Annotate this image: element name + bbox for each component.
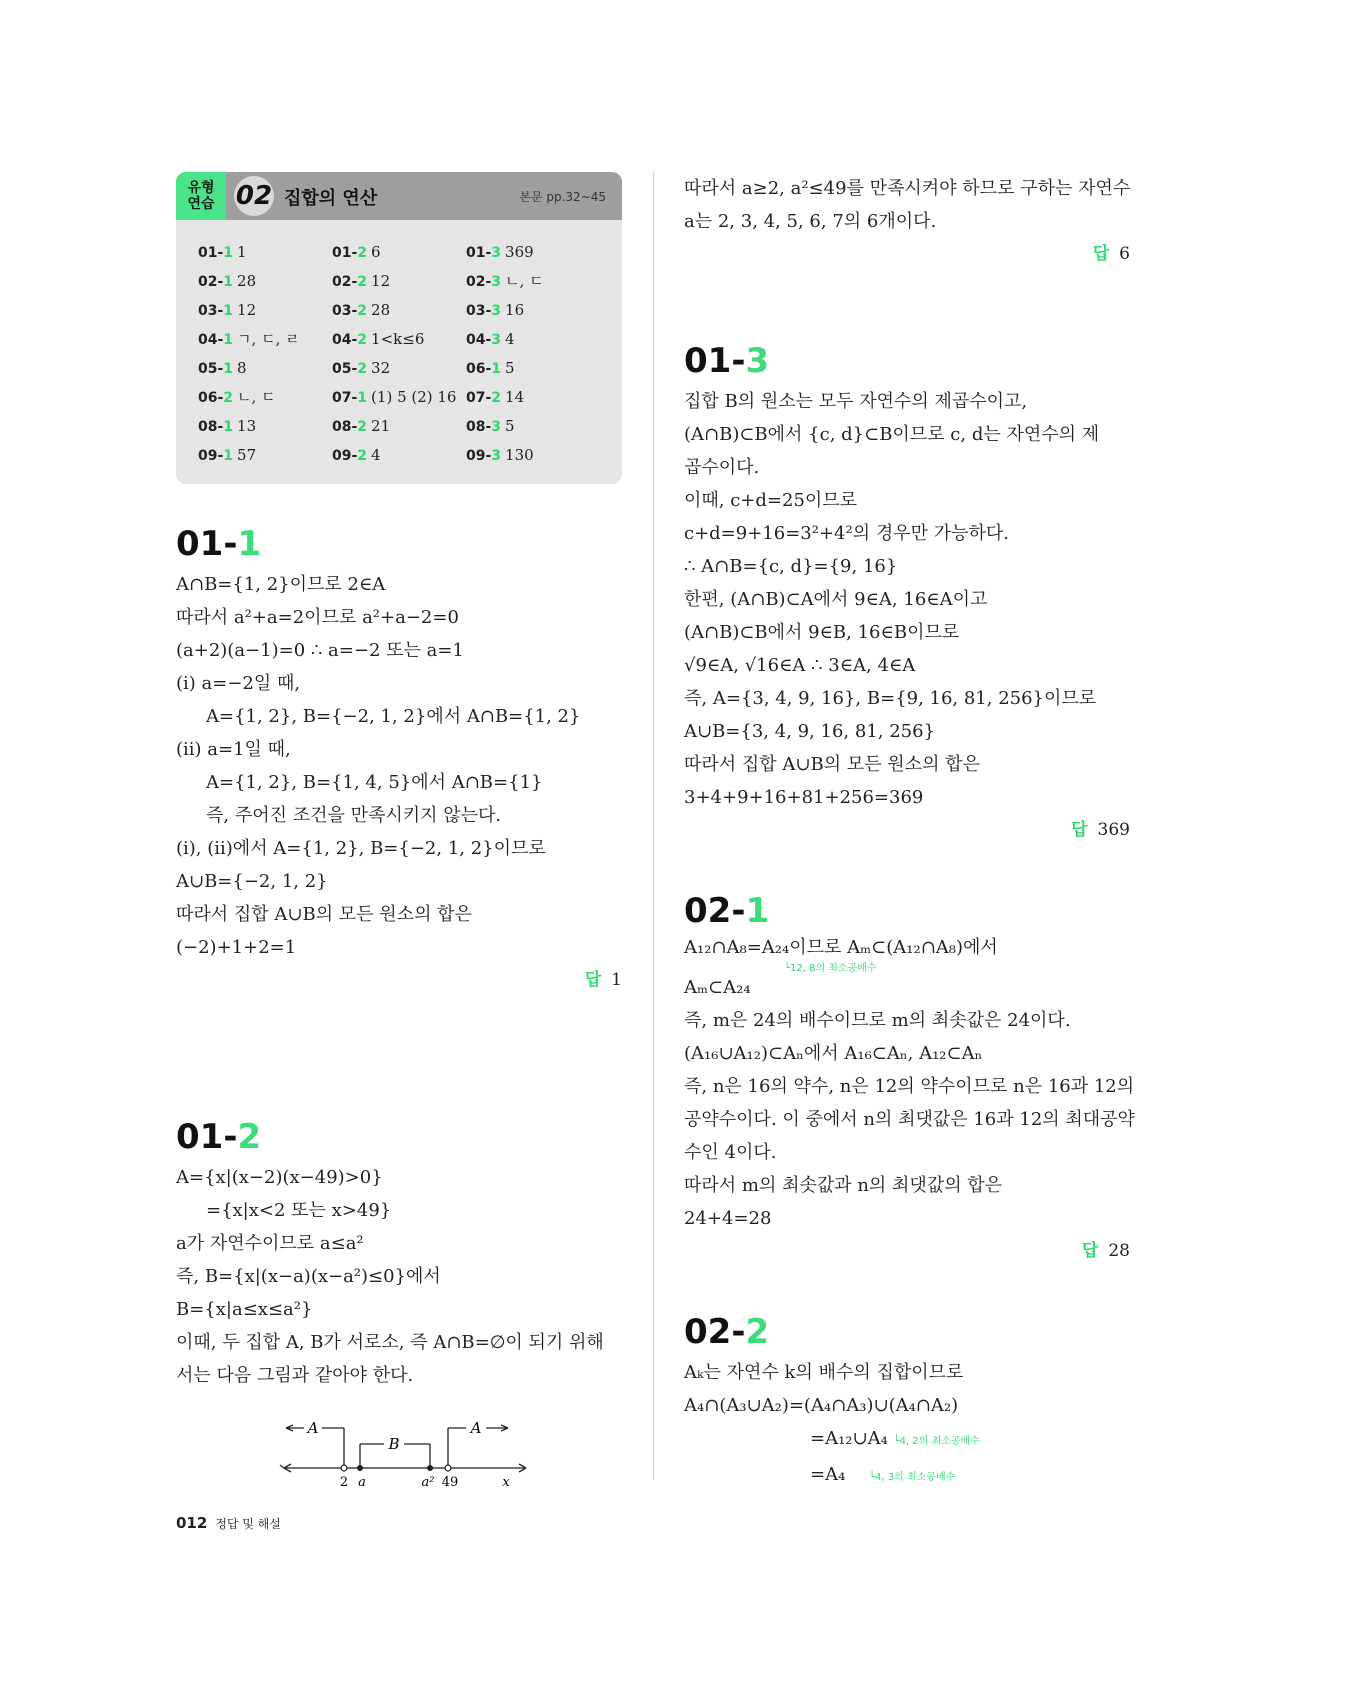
answer-summary-item	[466, 441, 600, 470]
solution-line: Aₖ는 자연수 k의 배수의 집합이므로	[684, 1362, 964, 1383]
solution-line: (A∩B)⊂B에서 9∈B, 16∈B이므로	[684, 622, 960, 643]
diagram-label-a-right: A	[470, 1419, 482, 1437]
answer-value: 1	[237, 243, 247, 261]
answer-value: 8	[237, 359, 247, 377]
problem-heading-02-2: 02-2	[684, 1312, 770, 1352]
badge-line2: 연습	[187, 196, 215, 212]
solution-line: A∪B={3, 4, 9, 16, 81, 256}	[684, 721, 936, 742]
answer-value: 5	[505, 417, 515, 435]
solution-line: 수인 4이다.	[684, 1142, 777, 1163]
answer-id: 05-2	[332, 361, 368, 377]
answer-line: 답 1	[584, 970, 622, 990]
answer-summary-item	[198, 441, 332, 470]
answer-summary-item	[332, 267, 466, 296]
tick-a-squared: a²	[421, 1475, 435, 1488]
footer-label: 정답 및 해설	[215, 1517, 281, 1531]
answer-id: 07-2	[466, 390, 502, 406]
solution-line: 즉, B={x|(x−a)(x−a²)≤0}에서	[176, 1266, 441, 1287]
answer-id: 02-3	[466, 274, 502, 290]
answer-value: 12	[237, 301, 257, 319]
number-line-diagram	[176, 1398, 622, 1488]
solution-line	[684, 1458, 1130, 1494]
answer-id: 02-2	[332, 274, 368, 290]
answer-id: 07-1	[332, 390, 368, 406]
badge-line1: 유형	[187, 180, 215, 196]
solution-line: 따라서 a²+a=2이므로 a²+a−2=0	[176, 607, 459, 628]
solution-line: A={1, 2}, B={1, 4, 5}에서 A∩B={1}	[206, 772, 543, 793]
answer-id: 08-3	[466, 419, 502, 435]
answer-id: 09-3	[466, 448, 502, 464]
answer-id: 09-1	[198, 448, 234, 464]
solution-line: 즉, n은 16의 약수, n은 12의 약수이므로 n은 16과 12의	[684, 1076, 1135, 1097]
answer-id: 03-1	[198, 303, 234, 319]
solution-line: (a+2)(a−1)=0 ∴ a=−2 또는 a=1	[176, 640, 464, 661]
solution-line: 즉, A={3, 4, 9, 16}, B={9, 16, 81, 256}이므로	[684, 688, 1097, 709]
answer-value: (1) 5 (2) 16	[371, 388, 457, 406]
solution-line: 이때, 두 집합 A, B가 서로소, 즉 A∩B=∅이 되기 위해	[176, 1332, 604, 1353]
solution-line: (ⅰ), (ⅱ)에서 A={1, 2}, B={−2, 1, 2}이므로	[176, 838, 546, 859]
answer-summary-item	[198, 354, 332, 383]
answer-id: 03-2	[332, 303, 368, 319]
tick-a: a	[358, 1475, 366, 1488]
answer-summary-item	[198, 238, 332, 267]
solution-line: A={x|(x−2)(x−49)>0}	[176, 1167, 383, 1188]
answer-value: 4	[371, 446, 381, 464]
solution-line: B={x|a≤x≤a²}	[176, 1299, 313, 1320]
solution-line: 한편, (A∩B)⊂A에서 9∈A, 16∈A이고	[684, 589, 988, 610]
solution-line: ={x|x<2 또는 x>49}	[206, 1200, 392, 1221]
answer-summary-item	[198, 325, 332, 354]
answer-summary-item	[198, 267, 332, 296]
solution-line: 곱수이다.	[684, 457, 760, 478]
solution-line: 이때, c+d=25이므로	[684, 490, 858, 511]
answer-summary-item	[466, 325, 600, 354]
solution-line: 집합 B의 원소는 모두 자연수의 제곱수이고,	[684, 391, 1028, 412]
answer-value: 4	[505, 330, 515, 348]
lcm-note: └4, 3의 최소공배수	[869, 1472, 956, 1483]
answer-id: 02-1	[198, 274, 234, 290]
answer-summary-item	[466, 354, 600, 383]
solution-line: (ⅱ) a=1일 때,	[176, 739, 291, 760]
answer-id: 01-3	[466, 245, 502, 261]
problem-heading-01-1: 01-1	[176, 524, 262, 564]
answer-id: 06-2	[198, 390, 234, 406]
equation-step: =A₄	[810, 1464, 846, 1485]
type-practice-badge	[176, 172, 226, 220]
diagram-label-a-left: A	[307, 1419, 319, 1437]
answer-value: ㄴ, ㄷ	[505, 272, 544, 290]
answer-value: 1<k≤6	[371, 330, 425, 348]
answer-id: 08-1	[198, 419, 234, 435]
answer-summary-item	[332, 296, 466, 325]
answer-summary-item	[332, 412, 466, 441]
answer-value: ㄴ, ㄷ	[237, 388, 276, 406]
answer-value: ㄱ, ㄷ, ㄹ	[237, 330, 300, 348]
column-divider	[653, 172, 654, 1480]
solution-line: A∩B={1, 2}이므로 2∈A	[176, 574, 386, 595]
solution-line: 즉, m은 24의 배수이므로 m의 최솟값은 24이다.	[684, 1010, 1071, 1031]
answer-id: 03-3	[466, 303, 502, 319]
answer-summary-item	[198, 412, 332, 441]
answer-summary-item	[332, 354, 466, 383]
answer-id: 01-2	[332, 245, 368, 261]
answer-id: 05-1	[198, 361, 234, 377]
solution-line: c+d=9+16=3²+4²의 경우만 가능하다.	[684, 523, 1009, 544]
answer-value: 28	[371, 301, 391, 319]
solution-line: 24+4=28	[684, 1208, 772, 1229]
answer-value: 14	[505, 388, 525, 406]
diagram-label-b: B	[388, 1435, 400, 1453]
solution-line: ∴ A∩B={c, d}={9, 16}	[684, 556, 898, 577]
answer-value: 5	[505, 359, 515, 377]
page-footer	[176, 1514, 281, 1532]
answer-id: 08-2	[332, 419, 368, 435]
answer-value: 57	[237, 446, 257, 464]
answer-line: 답 369	[1071, 820, 1130, 840]
answer-value: 12	[371, 272, 391, 290]
page-reference: 본문 pp.32~45	[519, 190, 606, 204]
solution-line: 따라서 a≥2, a²≤49를 만족시켜야 하므로 구하는 자연수	[684, 178, 1131, 199]
answer-summary-item	[332, 325, 466, 354]
answer-summary-item	[466, 296, 600, 325]
solution-line: (−2)+1+2=1	[176, 937, 297, 958]
answer-id: 04-3	[466, 332, 502, 348]
answer-value: 13	[237, 417, 257, 435]
section-title: 집합의 연산	[284, 188, 378, 209]
answer-id: 04-1	[198, 332, 234, 348]
section-header	[176, 172, 622, 220]
answer-value: 369	[505, 243, 534, 261]
right-column	[684, 172, 1135, 1494]
solution-line: A∪B={−2, 1, 2}	[176, 871, 328, 892]
answer-summary-item	[332, 383, 466, 412]
solution-line: (ⅰ) a=−2일 때,	[176, 673, 301, 694]
solution-line: 서는 다음 그림과 같아야 한다.	[176, 1365, 414, 1386]
solution-line: 따라서 m의 최솟값과 n의 최댓값의 합은	[684, 1175, 1003, 1196]
answer-value: 21	[371, 417, 391, 435]
solution-line: A₁₂∩A₈=A₂₄이므로 Aₘ⊂(A₁₂∩A₈)에서	[684, 937, 998, 958]
answer-summary-item	[466, 238, 600, 267]
answer-value: 28	[237, 272, 257, 290]
solution-line: a는 2, 3, 4, 5, 6, 7의 6개이다.	[684, 211, 937, 232]
answer-summary-item	[332, 441, 466, 470]
solution-line: 따라서 집합 A∪B의 모든 원소의 합은	[684, 754, 980, 775]
page-number: 012	[176, 1514, 208, 1532]
answer-summary-item	[466, 412, 600, 441]
answer-value: 16	[505, 301, 525, 319]
answer-summary-item	[332, 238, 466, 267]
answer-summary-item	[198, 383, 332, 412]
solution-line: A₄∩(A₃∪A₂)=(A₄∩A₃)∪(A₄∩A₂)	[684, 1395, 959, 1416]
tick-2: 2	[339, 1475, 349, 1488]
answer-value: 6	[371, 243, 381, 261]
solution-line: √9∈A, √16∈A ∴ 3∈A, 4∈A	[684, 655, 916, 676]
answer-summary-grid	[176, 220, 622, 484]
answer-summary-item	[466, 383, 600, 412]
solution-line: A={1, 2}, B={−2, 1, 2}에서 A∩B={1, 2}	[206, 706, 581, 727]
solution-line: 3+4+9+16+81+256=369	[684, 787, 924, 808]
answer-id: 01-1	[198, 245, 234, 261]
lcm-note: └4, 2의 최소공배수	[893, 1436, 980, 1447]
solution-line: 즉, 주어진 조건을 만족시키지 않는다.	[206, 805, 502, 826]
solution-line: a가 자연수이므로 a≤a²	[176, 1233, 364, 1254]
answer-line: 답 6	[1092, 244, 1130, 264]
solution-line: 따라서 집합 A∪B의 모든 원소의 합은	[176, 904, 472, 925]
answer-id: 06-1	[466, 361, 502, 377]
solution-line	[684, 1422, 1130, 1458]
solution-line: 공약수이다. 이 중에서 n의 최댓값은 16과 12의 최대공약	[684, 1109, 1135, 1130]
answer-summary-item	[466, 267, 600, 296]
answer-id: 04-2	[332, 332, 368, 348]
axis-x-label: x	[502, 1475, 510, 1488]
answer-summary-item	[198, 296, 332, 325]
answer-line: 답 28	[1081, 1241, 1130, 1261]
answer-value: 130	[505, 446, 534, 464]
tick-49: 49	[441, 1475, 459, 1488]
solution-line: (A₁₆∪A₁₂)⊂Aₙ에서 A₁₆⊂Aₙ, A₁₂⊂Aₙ	[684, 1043, 983, 1064]
answer-value: 32	[371, 359, 391, 377]
problem-heading-02-1: 02-1	[684, 891, 770, 931]
equation-step: =A₁₂∪A₄	[810, 1428, 888, 1449]
lcm-note: └12, 8의 최소공배수	[784, 963, 877, 974]
solution-line: (A∩B)⊂B에서 {c, d}⊂B이므로 c, d는 자연수의 제	[684, 424, 1100, 445]
left-column	[176, 172, 622, 1488]
answer-id: 09-2	[332, 448, 368, 464]
section-number: 02	[234, 176, 274, 216]
problem-heading-01-2: 01-2	[176, 1117, 262, 1157]
problem-heading-01-3: 01-3	[684, 341, 770, 381]
solution-line: Aₘ⊂A₂₄	[684, 977, 751, 998]
